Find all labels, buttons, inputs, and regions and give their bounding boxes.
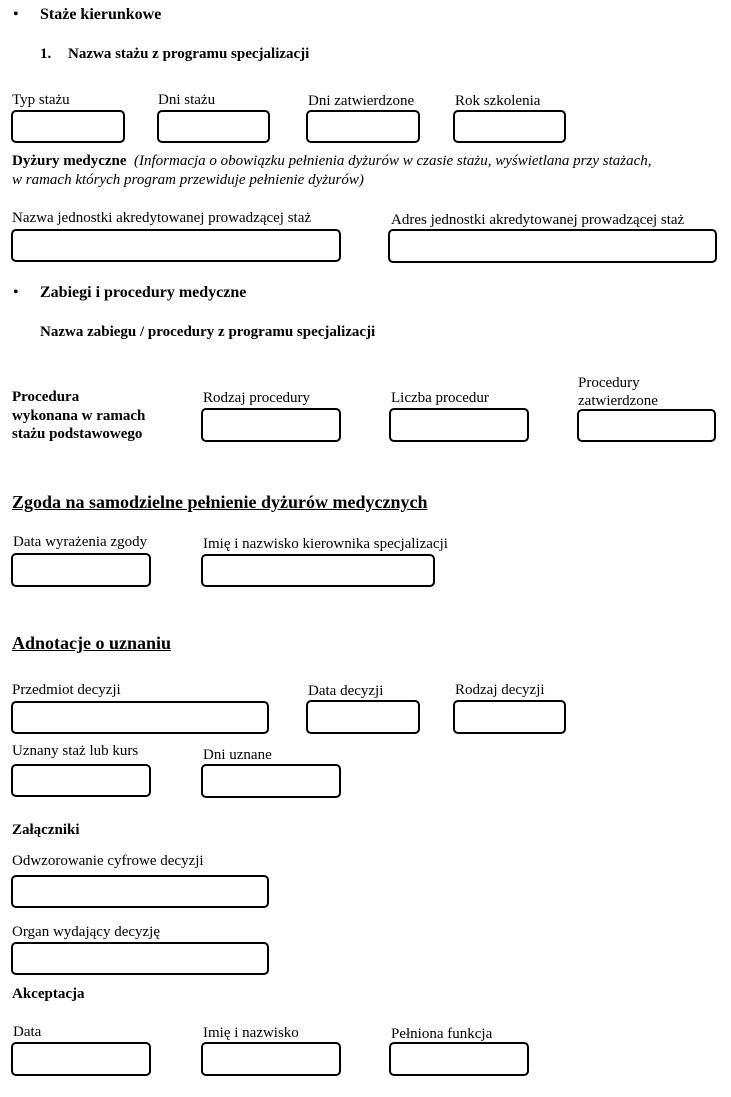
label-procedura-line2: wykonana w ramach xyxy=(12,408,146,424)
label-typ-stazu: Typ stażu xyxy=(12,92,70,108)
label-liczba-procedur: Liczba procedur xyxy=(391,390,489,406)
rodzaj-decyzji-field[interactable] xyxy=(453,700,566,734)
label-imie-nazwisko: Imię i nazwisko xyxy=(203,1025,299,1041)
label-data-wyrazenia-zgody: Data wyrażenia zgody xyxy=(13,534,148,550)
dni-zatwierdzone-field[interactable] xyxy=(306,110,420,143)
dni-stazu-field[interactable] xyxy=(157,110,270,143)
label-dyzury: Dyżury medyczne xyxy=(12,153,127,169)
dni-uznane-field[interactable] xyxy=(201,764,341,798)
bullet-icon: • xyxy=(13,6,19,23)
przedmiot-decyzji-field[interactable] xyxy=(11,701,269,734)
label-akceptacja: Akceptacja xyxy=(12,986,85,1002)
uznany-staz-field[interactable] xyxy=(11,764,151,797)
kierownik-specjalizacji-field[interactable] xyxy=(201,554,435,587)
adres-jednostki-field[interactable] xyxy=(388,229,717,263)
label-adres-jednostki: Adres jednostki akredytowanej prowadzącej staż xyxy=(391,212,685,228)
adnotacje-title: Adnotacje o uznaniu xyxy=(12,633,172,653)
label-data-decyzji: Data decyzji xyxy=(308,683,384,699)
label-kierownik-specjalizacji: Imię i nazwisko kierownika specjalizacji xyxy=(203,536,448,552)
data-wyrazenia-zgody-field[interactable] xyxy=(11,553,151,587)
bullet-icon: • xyxy=(13,284,19,301)
zabiegi-subtitle: Nazwa zabiegu / procedury z programu specjalizacji xyxy=(40,324,376,340)
label-rodzaj-procedury: Rodzaj procedury xyxy=(203,390,311,406)
label-dni-stazu: Dni stażu xyxy=(158,92,216,108)
procedury-zatwierdzone-field[interactable] xyxy=(577,409,716,442)
odwzorowanie-cyfrowe-field[interactable] xyxy=(11,875,269,908)
label-procedury-zatwierdzone-line2: zatwierdzone xyxy=(578,393,658,409)
pelniona-funkcja-field[interactable] xyxy=(389,1042,529,1076)
organ-wydajacy-field[interactable] xyxy=(11,942,269,975)
section-title-staze: Staże kierunkowe xyxy=(40,6,162,23)
label-organ-wydajacy: Organ wydający decyzję xyxy=(12,924,160,940)
label-pelniona-funkcja: Pełniona funkcja xyxy=(391,1026,493,1042)
nazwa-jednostki-field[interactable] xyxy=(11,229,341,262)
data-field[interactable] xyxy=(11,1042,151,1076)
label-procedura-line3: stażu podstawowego xyxy=(12,426,143,442)
label-nazwa-jednostki: Nazwa jednostki akredytowanej prowadzącej staż xyxy=(12,210,312,226)
dyzury-note-line1: (Informacja o obowiązku pełnienia dyżurów w czasie stażu, wyświetlana przy stażach, xyxy=(134,153,652,169)
imie-nazwisko-field[interactable] xyxy=(201,1042,341,1076)
label-rodzaj-decyzji: Rodzaj decyzji xyxy=(455,682,545,698)
typ-stazu-field[interactable] xyxy=(11,110,125,143)
item-number: 1. xyxy=(40,46,52,62)
label-uznany-staz: Uznany staż lub kurs xyxy=(12,743,139,759)
label-zalaczniki: Załączniki xyxy=(12,822,80,838)
label-odwzorowanie-cyfrowe: Odwzorowanie cyfrowe decyzji xyxy=(12,853,204,869)
item-title: Nazwa stażu z programu specjalizacji xyxy=(68,46,310,62)
dyzury-note-line2: w ramach których program przewiduje pełnienie dyżurów) xyxy=(12,172,364,188)
label-dni-uznane: Dni uznane xyxy=(203,747,272,763)
section-title-zabiegi: Zabiegi i procedury medyczne xyxy=(40,284,247,301)
zgoda-title: Zgoda na samodzielne pełnienie dyżurów medycznych xyxy=(12,492,428,512)
label-przedmiot-decyzji: Przedmiot decyzji xyxy=(12,682,121,698)
label-dni-zatwierdzone: Dni zatwierdzone xyxy=(308,93,415,109)
label-procedury-zatwierdzone-line1: Procedury xyxy=(578,375,640,391)
rok-szkolenia-field[interactable] xyxy=(453,110,566,143)
rodzaj-procedury-field[interactable] xyxy=(201,408,341,442)
label-rok-szkolenia: Rok szkolenia xyxy=(455,93,541,109)
liczba-procedur-field[interactable] xyxy=(389,408,529,442)
label-procedura-line1: Procedura xyxy=(12,389,80,405)
data-decyzji-field[interactable] xyxy=(306,700,420,734)
label-data: Data xyxy=(13,1024,42,1040)
